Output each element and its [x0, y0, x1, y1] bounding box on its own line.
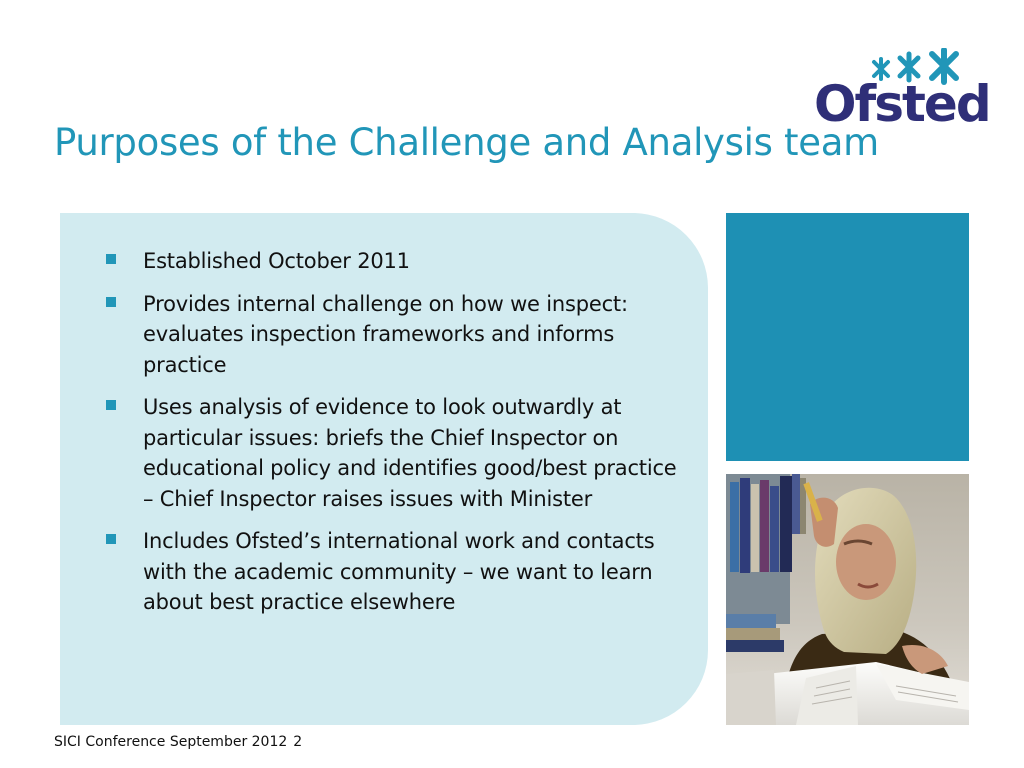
bullet-item — [104, 246, 679, 277]
square-bullet-icon — [106, 534, 116, 544]
bullet-text: Includes Ofsted’s international work and contacts with the academic community – we want to learn about best practice elsewhere — [143, 529, 655, 614]
bullet-item — [104, 392, 679, 514]
bullet-item — [104, 526, 679, 618]
accent-block — [726, 213, 969, 461]
bullet-text: Established October 2011 — [143, 249, 410, 273]
square-bullet-icon — [106, 400, 116, 410]
bullet-list — [104, 246, 679, 630]
student-photo — [726, 474, 969, 725]
square-bullet-icon — [106, 297, 116, 307]
slide-title: Purposes of the Challenge and Analysis team — [54, 121, 879, 164]
footer-text: SICI Conference September 2012 — [54, 734, 288, 750]
bullet-text: Provides internal challenge on how we inspect: evaluates inspection frameworks and informs practice — [143, 291, 628, 377]
slide-footer — [54, 732, 302, 752]
bullet-item — [104, 289, 679, 381]
page-number: 2 — [293, 734, 303, 750]
bullet-text: Uses analysis of evidence to look outwardly at particular issues: briefs the Chief Inspector on educational policy and identifies good/best practice – Chief Inspector raises issues with Minister — [143, 395, 677, 511]
ofsted-logo-text: Ofsted — [814, 75, 990, 133]
square-bullet-icon — [106, 254, 116, 264]
